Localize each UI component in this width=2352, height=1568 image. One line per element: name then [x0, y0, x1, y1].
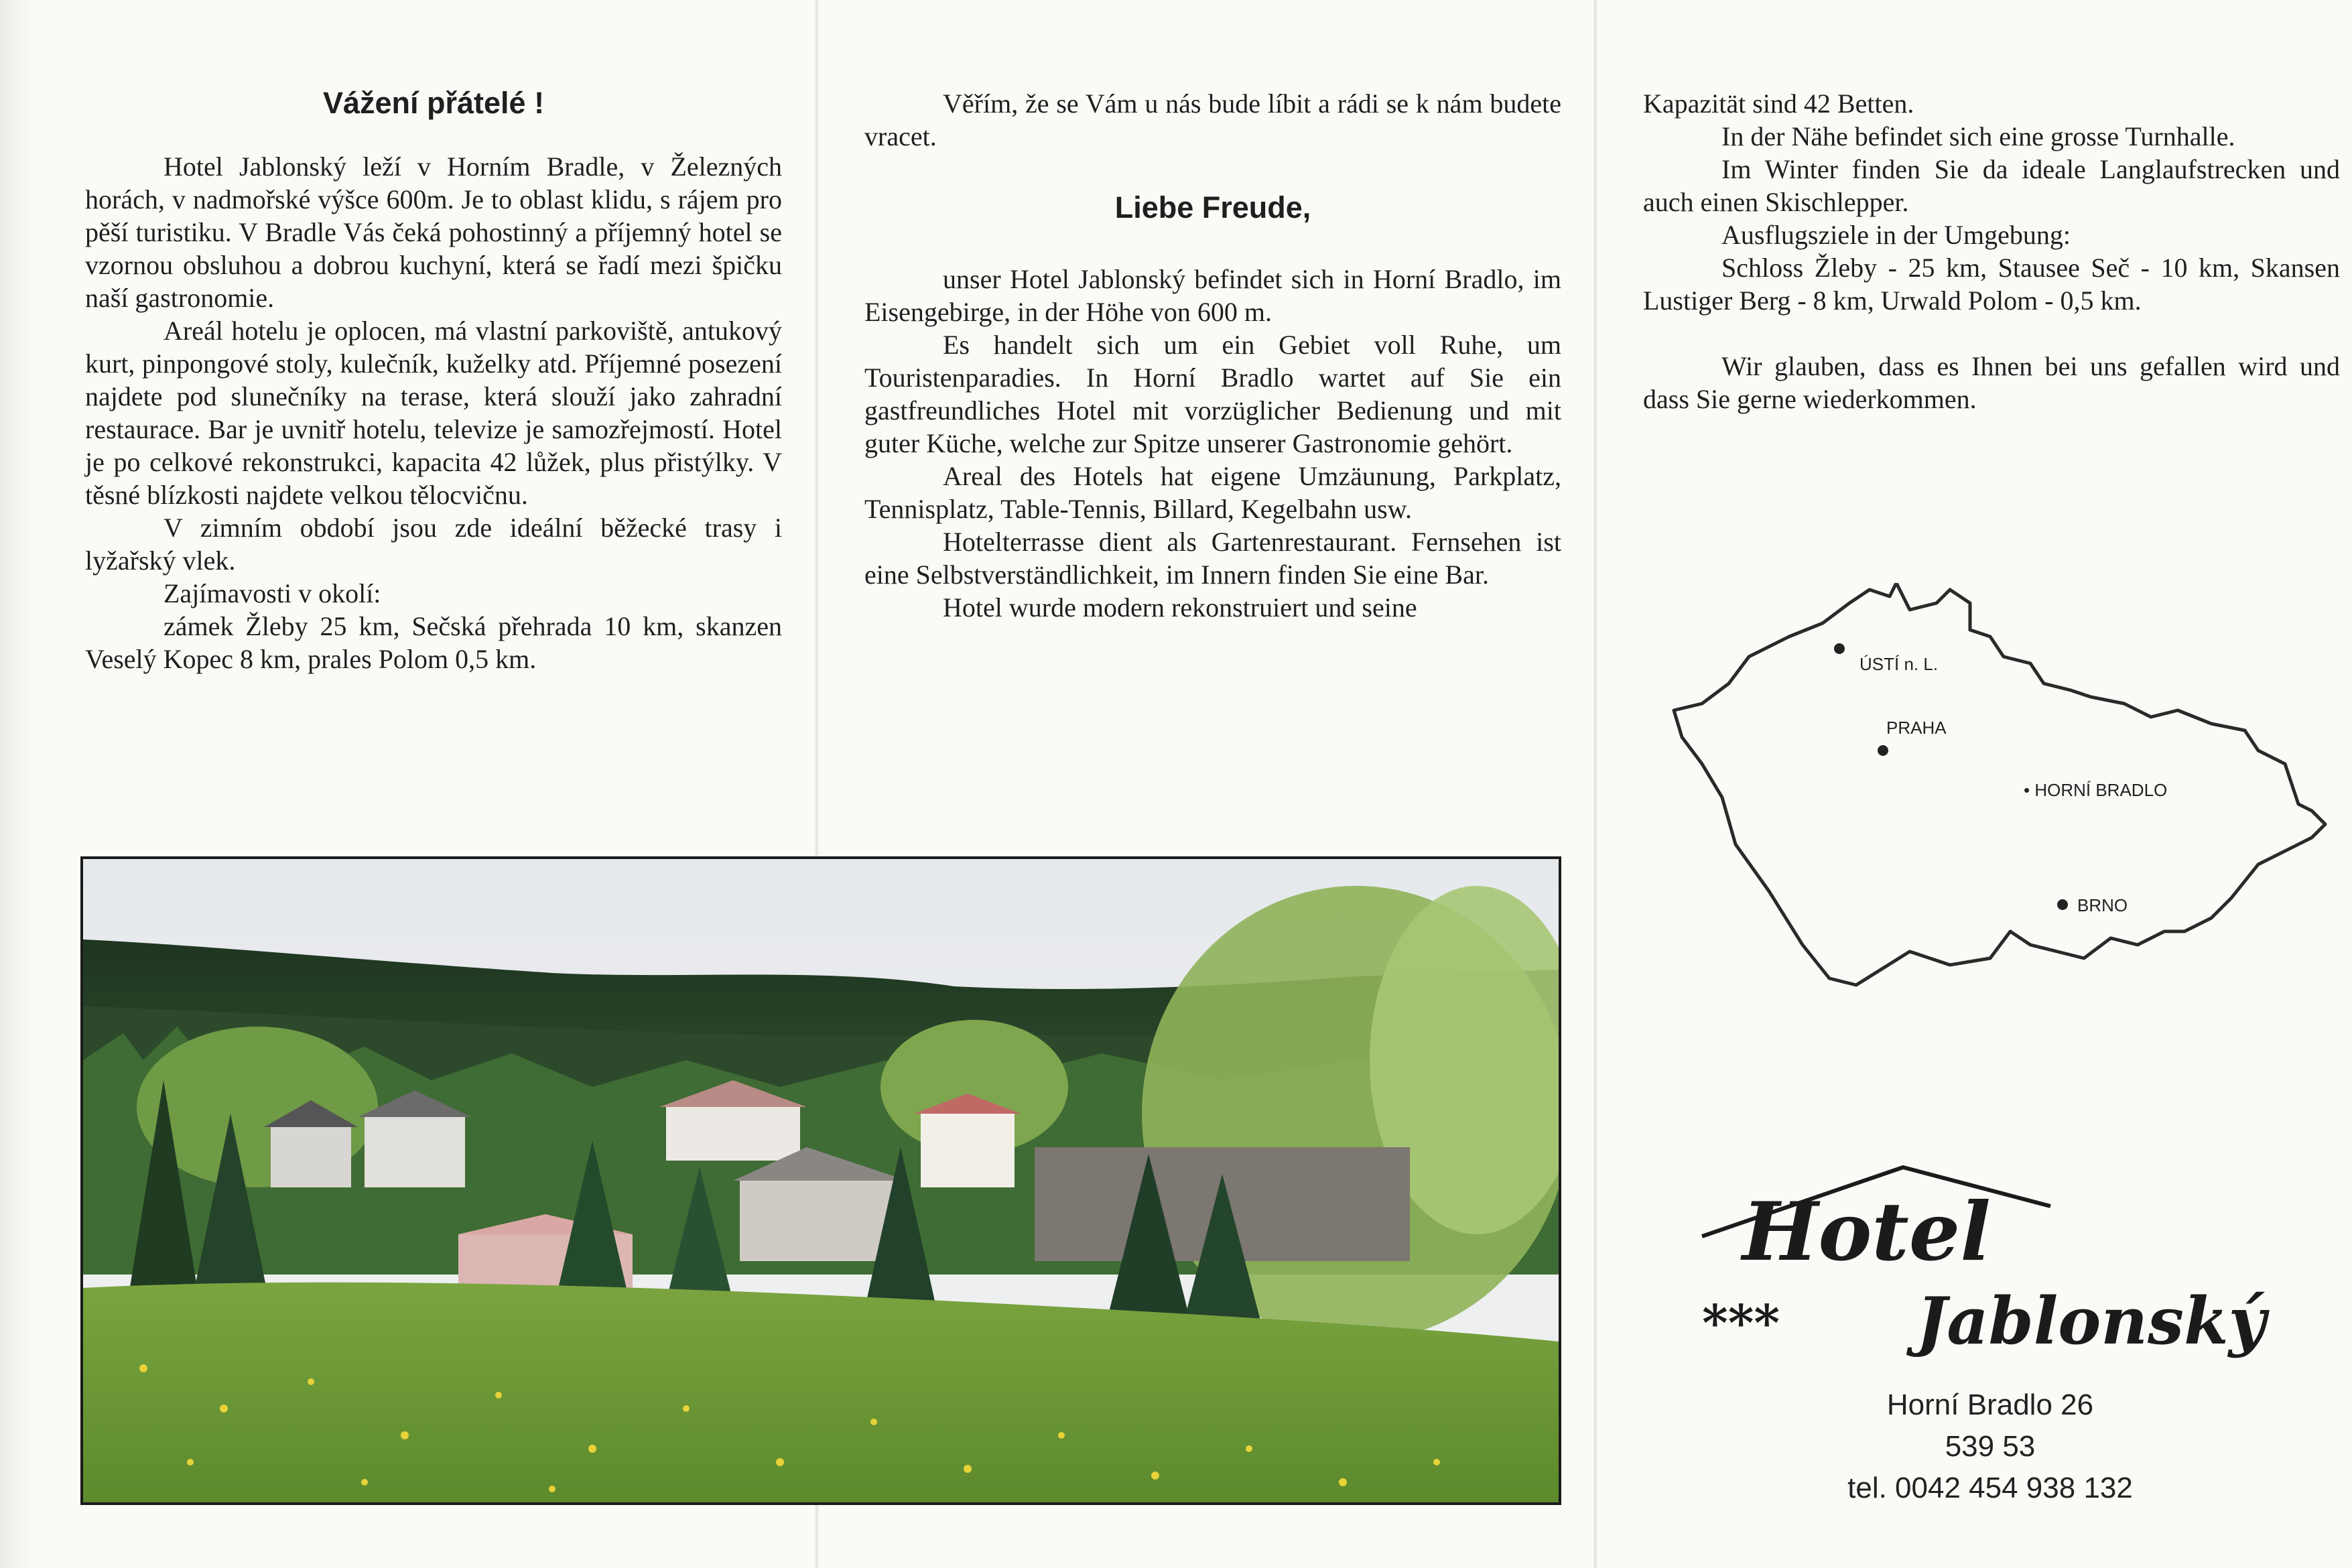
german-text-continued	[1643, 87, 2340, 415]
czech-republic-map	[1655, 583, 2332, 992]
logo-word-hotel: Hotel	[1742, 1185, 1991, 1279]
logo-word-jablonsky: Jablonský	[1916, 1283, 2266, 1359]
czech-paragraph: zámek Žleby 25 km, Sečská přehrada 10 km, skanzen Veselý Kopec 8 km, prales Polom 0,5 km.	[85, 611, 782, 674]
czech-paragraph: Areál hotelu je oplocen, má vlastní parkoviště, antukový kurt, pinpongové stoly, kulečník, kuželky atd. Příjemné posezení najdete pod slunečníky na terase, která slouží jako zahradní restaurace. Bar je uvnitř hotelu, televize je samozřejmostí. Hotel je po celkové rekonstrukci, kapacita 42 lůžek, plus přistýlky. V těsné blízkosti najdete velkou tělocvičnu.	[85, 316, 782, 510]
german-paragraph: Hotel wurde modern rekonstruiert und seine	[943, 592, 1417, 623]
czech-text-column	[85, 150, 782, 675]
brno-dot	[2057, 899, 2068, 910]
usti-dot	[1834, 643, 1845, 654]
czech-paragraph: Zajímavosti v okolí:	[164, 578, 381, 608]
map-label-praha: PRAHA	[1886, 718, 1947, 738]
fold-line-right	[1593, 0, 1597, 1568]
german-paragraph: unser Hotel Jablonský befindet sich in Horní Bradlo, im Eisengebirge, in der Höhe von 600 m.	[864, 264, 1561, 327]
german-line: Wir glauben, dass es Ihnen bei uns gefallen wird und dass Sie gerne wiederkommen.	[1643, 351, 2340, 414]
german-heading: Liebe Freude,	[1114, 190, 1311, 224]
czech-heading: Vážení přátelé !	[322, 86, 545, 120]
czech-paragraph: Hotel Jablonský leží v Horním Bradle, v Železných horách, v nadmořské výšce 600m. Je to oblast klidu, s rájem pro pěší turistiku. V Bradle Vás čeká pohostinný a příjemný hotel se vzornou obsluhou a dobrou kuchyní, která se řadí mezi špičku naší gastronomie.	[85, 151, 782, 313]
german-line: Ausflugsziele in der Umgebung:	[1721, 220, 2071, 250]
czech-paragraph: V zimním období jsou zde ideální běžecké trasy i lyžařský vlek.	[85, 513, 782, 576]
praha-dot	[1878, 745, 1888, 756]
hotel-address	[1662, 1384, 2318, 1509]
german-line: In der Nähe befindet sich eine grosse Turnhalle.	[1721, 121, 2235, 151]
landscape-illustration	[83, 859, 1559, 1502]
german-paragraph: Areal des Hotels hat eigene Umzäunung, Parkplatz, Tennisplatz, Table-Tennis, Billard, Kegelbahn usw.	[864, 461, 1561, 524]
german-line: Schloss Žleby - 25 km, Stausee Seč - 10 km, Skansen Lustiger Berg - 8 km, Urwald Polom - 0,5 km.	[1643, 253, 2340, 316]
map-label-brno: BRNO	[2077, 895, 2128, 915]
country-outline	[1674, 583, 2325, 985]
paper-edge-shadow	[0, 0, 34, 1568]
address-phone: tel. 0042 454 938 132	[1847, 1472, 2133, 1504]
german-paragraph: Hotelterrasse dient als Gartenrestaurant. Fernsehen ist eine Selbstverständlichkeit, im Innern finden Sie eine Bar.	[864, 527, 1561, 590]
middle-closing-text	[864, 87, 1561, 153]
address-zip: 539 53	[1945, 1430, 2036, 1463]
czech-closing: Věřím, že se Vám u nás bude líbit a rádi se k nám budete vracet.	[864, 88, 1561, 151]
german-line: Im Winter finden Sie da ideale Langlaufstrecken und auch einen Skischlepper.	[1643, 154, 2340, 217]
german-line: Kapazität sind 42 Betten.	[1643, 88, 1914, 119]
logo-stars: ***	[1702, 1295, 1780, 1352]
map-label-usti: ÚSTÍ n. L.	[1859, 654, 1939, 674]
village-landscape-photo	[80, 856, 1561, 1505]
hotel-logo	[1675, 1153, 2318, 1380]
address-street: Horní Bradlo 26	[1886, 1388, 2094, 1421]
map-label-horni-bradlo: • HORNÍ BRADLO	[2024, 780, 2168, 800]
german-paragraph: Es handelt sich um ein Gebiet voll Ruhe, um Touristenparadies. In Horní Bradlo wartet auf Sie ein gastfreundliches Hotel mit vorzüglicher Bedienung und mit guter Küche, welche zur Spitze unserer Gastronomie gehört.	[864, 330, 1561, 458]
german-text-column	[864, 263, 1561, 624]
